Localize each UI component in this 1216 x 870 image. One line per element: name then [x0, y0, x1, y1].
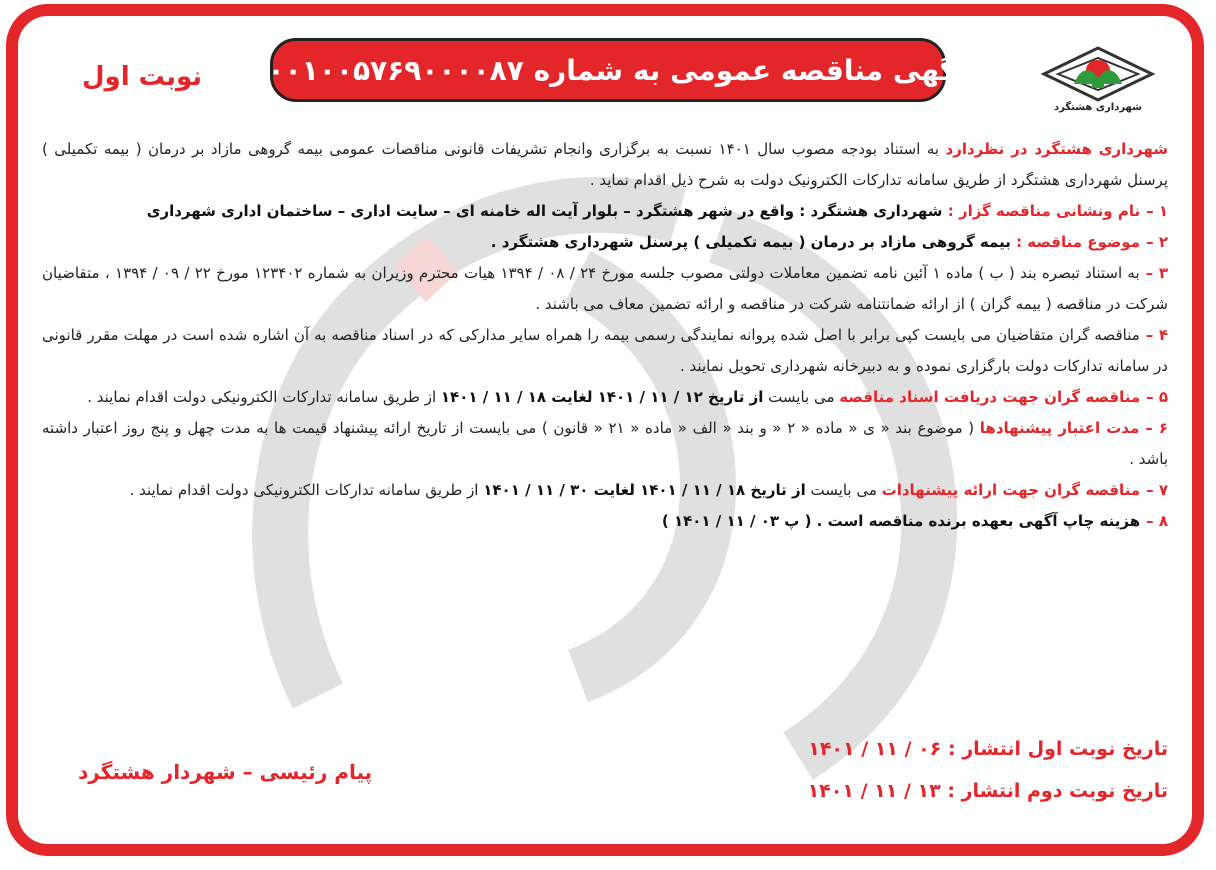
intro-text: به استناد بودجه مصوب سال ۱۴۰۱ نسبت به برگزاری وانجام تشریفات قانونی مناقصات عمومی بیمه گروهی مازاد بر درمان ( بیمه تکمیلی ) پرسنل شهرداری هشتگرد از طریق سامانه تدارکات الکترونیک دولت به شرح ذیل اقدام نماید .: [42, 140, 1168, 189]
clause-number: ۷ –: [1146, 481, 1168, 499]
clause-6: [42, 413, 1168, 475]
clause-label: موضوع مناقصه :: [1016, 233, 1141, 251]
logo-caption: شهرداری هشتگرد: [1054, 102, 1142, 113]
signer-name: پیام رئیسی – شهردار هشتگرد: [78, 760, 373, 784]
clause-text: از طریق سامانه تدارکات الکترونیکی دولت اقدام نمایند .: [129, 481, 484, 499]
publication-round: نوبت اول: [82, 62, 203, 92]
notice-frame: [6, 4, 1204, 856]
clause-2: [42, 227, 1168, 258]
clause-7: [42, 475, 1168, 506]
clause-dates: از تاریخ ۱۲ / ۱۱ / ۱۴۰۱ لغایت ۱۸ / ۱۱ / ۱۴۰۱: [440, 388, 764, 406]
intro-lead: شهرداری هشتگرد در نظردارد: [945, 140, 1168, 158]
clause-mid: می بایست: [763, 388, 840, 406]
clause-number: ۲ –: [1146, 233, 1168, 251]
clause-number: ۶ –: [1145, 419, 1168, 437]
clause-text: به استناد تبصره بند ( ب ) ماده ۱ آئین نامه تضمین معاملات دولتی مصوب جلسه مورخ ۲۴ / ۰۸ / ۱۳۹۴ هیات محترم وزیران به شماره ۱۲۳۴۰۲ مورخ ۲۲ / ۰۹ / ۱۳۹۴ ، متقاضیان شرکت در مناقصه ( بیمه گران ) از ارائه ضمانتنامه شرکت در مناقصه و ارائه تضمین معاف می باشند .: [42, 264, 1168, 313]
clause-3: [42, 258, 1168, 320]
clause-bold: شهرداری هشتگرد : واقع در شهر هشتگرد – بلوار آیت اله خامنه ای – سایت اداری – ساختمان اداری شهرداری: [146, 202, 948, 220]
clause-number: ۵ –: [1146, 388, 1168, 406]
clause-label: نام ونشانی مناقصه گزار :: [947, 202, 1141, 220]
clause-text: مناقصه گران متقاضیان می بایست کپی برابر با اصل شده پروانه نمایندگی رسمی بیمه را همراه سایر مدارکی که در اسناد مناقصه به آن اشاره شده است در مهلت مقرر قانونی در سامانه تدارکات دولت بارگزاری نموده و به دبیرخانه شهرداری تحویل نمایند .: [42, 326, 1168, 375]
clause-number: ۸ –: [1146, 512, 1168, 530]
clause-8: [42, 506, 1168, 537]
municipality-logo: [1034, 44, 1162, 126]
clause-bold: بیمه گروهی مازاد بر درمان ( بیمه تکمیلی ) پرسنل شهرداری هشتگرد .: [490, 233, 1017, 251]
clause-number: ۱ –: [1146, 202, 1168, 220]
clause-label: مناقصه گران جهت دریافت اسناد مناقصه: [839, 388, 1141, 406]
clause-1: [42, 196, 1168, 227]
clause-text: از طریق سامانه تدارکات الکترونیکی دولت اقدام نمایند .: [87, 388, 441, 406]
clause-number: ۳ –: [1145, 264, 1169, 282]
clause-4: [42, 320, 1168, 382]
clause-label: مدت اعتبار پیشنهادها: [979, 419, 1140, 437]
clause-mid: می بایست: [805, 481, 882, 499]
clause-label: مناقصه گران جهت ارائه پیشنهادات: [881, 481, 1141, 499]
notice-title: آگهی مناقصه عمومی به شماره ۲۰۰۱۰۰۵۷۶۹۰۰۰۰۸۷: [270, 38, 946, 102]
clause-number: ۴ –: [1145, 326, 1168, 344]
logo-emblem-icon: [1036, 44, 1160, 104]
notice-body: [42, 134, 1168, 537]
intro-paragraph: [42, 134, 1168, 196]
clause-dates: از تاریخ ۱۸ / ۱۱ / ۱۴۰۱ لغایت ۳۰ / ۱۱ / ۱۴۰۱: [483, 481, 806, 499]
clause-5: [42, 382, 1168, 413]
first-publication-date: تاریخ نوبت اول انتشار : ۰۶ / ۱۱ / ۱۴۰۱: [808, 738, 1168, 760]
clause-bold: هزینه چاپ آگهی بعهده برنده مناقصه است . ( پ ۰۳ / ۱۱ / ۱۴۰۱ ): [661, 512, 1141, 530]
clause-text: ( موضوع بند « ی « ماده « ۲ « و بند « الف « ماده « ۲۱ « قانون ) می بایست از تاریخ ارائه پیشنهاد قیمت ها به مدت چهل و پنج روز اعتبار داشته باشد .: [42, 419, 1168, 468]
second-publication-date: تاریخ نوبت دوم انتشار : ۱۳ / ۱۱ / ۱۴۰۱: [807, 780, 1168, 802]
